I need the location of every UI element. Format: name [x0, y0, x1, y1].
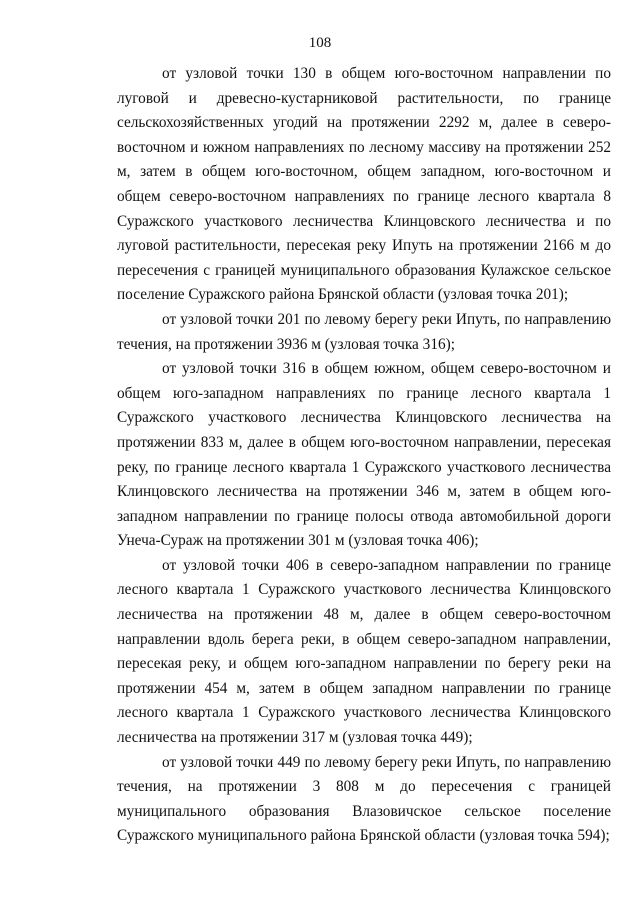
paragraph: от узловой точки 201 по левому берегу реки Ипуть, по направлению течения, на протяжении 3936 м (узловая точка 316);: [117, 310, 611, 353]
paragraph: от узловой точки 449 по левому берегу реки Ипуть, по направлению течения, на протяжении 3 808 м до пересечения с границей муниципального образования Влазовичское сельское поселение Суражского муниципального района Брянской области (узловая точка 594);: [117, 753, 611, 845]
page-number: 108: [308, 35, 332, 51]
paragraph: от узловой точки 316 в общем южном, общем северо-восточном и общем юго-западном направлениях по границе лесного квартала 1 Суражского участкового лесничества Клинцовского лесничества на протяжении 833 м, далее в общем юго-восточном направлении, пересекая реку, по границе лесного квартала 1 Суражского участкового лесничества Клинцовского лесничества на протяжении 346 м, затем в общем юго-западном направлении по границе полосы отвода автомобильной дороги Унеча-Сураж на протяжении 301 м (узловая точка 406);: [117, 360, 611, 550]
paragraph: от узловой точки 130 в общем юго-восточном направлении по луговой и древесно-кустарниковой растительности, по границе сельскохозяйственных угодий на протяжении 2292 м, далее в северо-восточном и южном направлениях по лесному массиву на протяжении 252 м, затем в общем юго-восточном, общем западном, юго-восточном и общем северо-восточном направлениях по границе лесного квартала 8 Суражского участкового лесничества Клинцовского лесничества и по луговой растительности, пересекая реку Ипуть на протяжении 2166 м до пересечения с границей муниципального образования Кулажское сельское поселение Суражского района Брянской области (узловая точка 201);: [117, 65, 611, 304]
document-body: [117, 62, 611, 849]
paragraph: от узловой точки 406 в северо-западном направлении по границе лесного квартала 1 Суражского участкового лесничества Клинцовского лесничества на протяжении 48 м, далее в общем северо-восточном направлении вдоль берега реки, в общем северо-западном направлении, пересекая реку, и общем юго-западном направлении по берегу реки на протяжении 454 м, затем в общем западном направлении по границе лесного квартала 1 Суражского участкового лесничества Клинцовского лесничества на протяжении 317 м (узловая точка 449);: [117, 556, 611, 747]
